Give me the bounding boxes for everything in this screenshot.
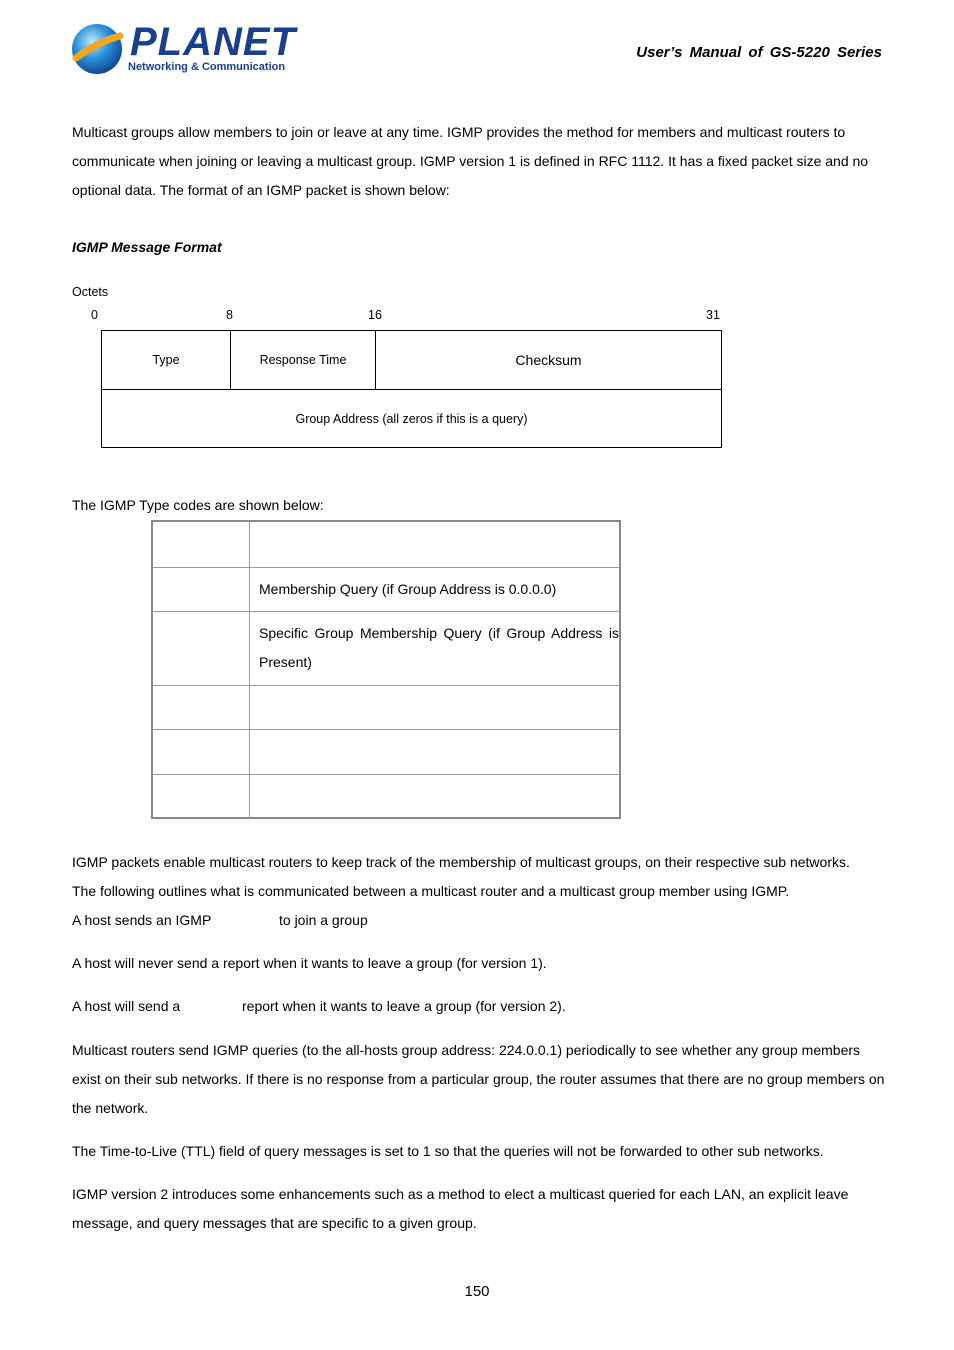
table-row [153,775,619,817]
host-join-text-a: A host sends an IGMP [72,912,212,928]
page-number: 150 [464,1283,490,1300]
body-paragraph-line: The following outlines what is communicated between a multicast router and a multicast group member using IGMP. [72,883,790,899]
v2-paragraph: IGMP version 2 introduces some enhancements such as a method to elect a multicast queried for each LAN, an explicit leave message, and query messages that are specific to a given group. [72,1186,849,1231]
brand-tagline: Networking & Communication [128,61,286,73]
type-desc-cell [259,730,619,774]
octets-label: Octets [72,285,109,299]
field-group-address-label: Group Address (all zeros if this is a query) [295,411,528,426]
host-join-text-b: to join a group [279,912,368,928]
format-title: IGMP Message Format [72,239,222,255]
table-row [153,522,619,568]
intro-paragraph: Multicast groups allow members to join or leave at any time. IGMP provides the method for members and multicast routers to communicate when joining or leaving a multicast group. IGMP version 1 is defined in RFC 1112. It has a fixed packet size and no optional data. The format of an IGMP packet is shown below: [72,124,869,198]
field-group-address [101,389,722,448]
host-leave-text-a: A host will send a [72,998,181,1014]
field-response-time [230,330,376,390]
table-row [153,686,619,730]
brand-name: PLANET [130,20,296,64]
body-paragraph-line: IGMP packets enable multicast routers to keep track of the membership of multicast groups, on their respective sub networks. [72,854,850,870]
bit-mark-0: 0 [91,308,98,322]
type-code-cell [153,730,250,774]
type-desc-cell [259,775,619,817]
type-codes-table [151,520,621,819]
field-type [101,330,231,390]
host-never-text: A host will never send a report when it wants to leave a group (for version 1). [72,955,547,971]
bit-mark-31: 31 [706,308,720,322]
ttl-paragraph: The Time-to-Live (TTL) field of query messages is set to 1 so that the queries will not be forwarded to other sub networks. [72,1143,824,1159]
manual-title: User’s Manual of GS-5220 Series [636,44,882,61]
type-code-cell [153,522,250,567]
type-code-cell [153,686,250,729]
type-codes-intro: The IGMP Type codes are shown below: [72,497,324,513]
type-code-cell [153,775,250,817]
field-response-time-label: Response Time [259,353,347,367]
field-type-label: Type [152,353,180,367]
type-desc-cell [259,686,619,729]
bit-mark-8: 8 [226,308,233,322]
table-row [153,730,619,775]
type-desc-cell: Membership Query (if Group Address is 0.0.0.0) [259,581,557,597]
routers-paragraph: Multicast routers send IGMP queries (to the all-hosts group address: 224.0.0.1) periodically to see whether any group members exist on their sub networks. If there is no response from a particular group, the router assumes that there are no group members on the network. [72,1042,885,1116]
type-code-cell [153,612,250,685]
bit-mark-16: 16 [368,308,382,322]
field-checksum [375,330,722,390]
field-checksum-label: Checksum [515,352,582,368]
type-desc-cell: Specific Group Membership Query (if Group Address is Present) [259,625,619,670]
host-leave-text-b: report when it wants to leave a group (for version 2). [242,998,566,1014]
table-row [153,568,619,612]
type-desc-cell [259,522,619,567]
table-row [153,612,619,686]
type-code-cell [153,568,250,611]
